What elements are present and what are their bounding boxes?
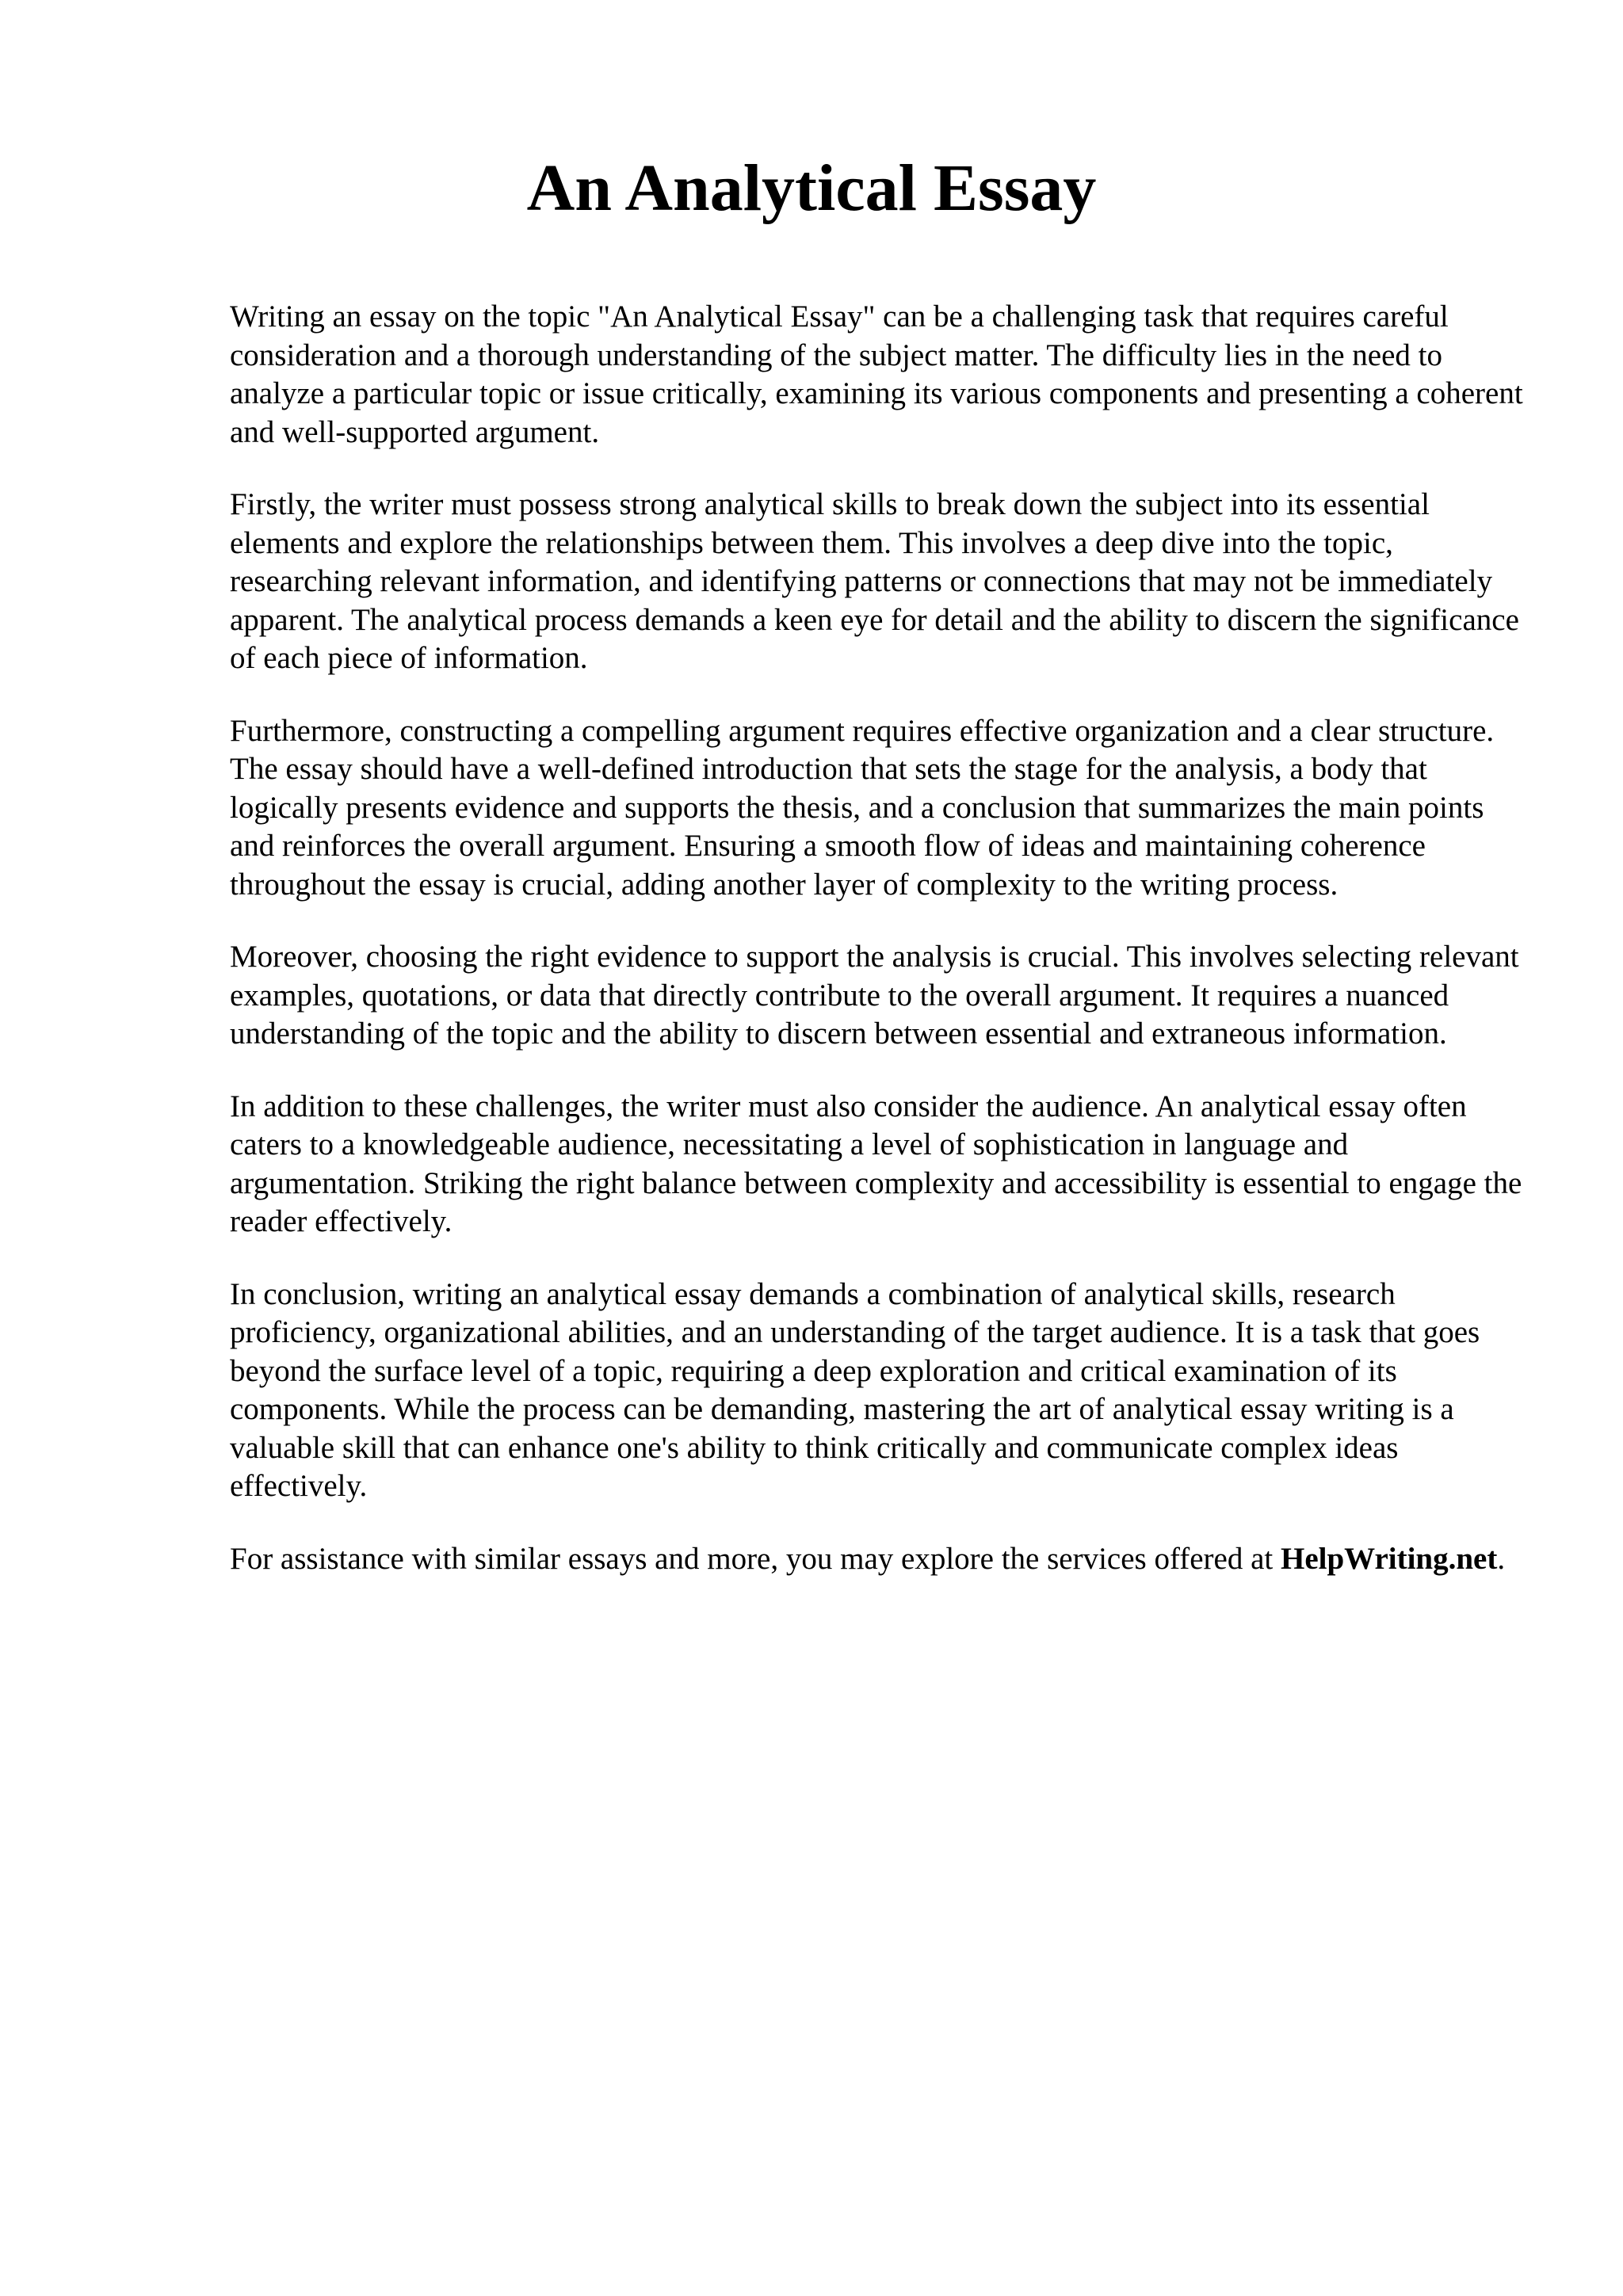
paragraph-5: In addition to these challenges, the writer must also consider the audience. An analytical essay often caters to a knowledgeable audience, necessitating a level of sophistication in language and argumentation. Striking the right balance between complexity and accessibility is essential to engage the reader effectively. xyxy=(230,1089,1522,1238)
paragraph-3: Furthermore, constructing a compelling argument requires effective organization and a clear structure. The essay should have a well-defined introduction that sets the stage for the analysis, a body that logically presents evidence and supports the thesis, and a conclusion that summarizes the main points and reinforces the overall argument. Ensuring a smooth flow of ideas and maintaining coherence throughout the essay is crucial, adding another layer of complexity to the writing process. xyxy=(230,713,1495,902)
paragraph-4: Moreover, choosing the right evidence to support the analysis is crucial. This involves selecting relevant examples, quotations, or data that directly contribute to the overall argument. It requires a nuanced understanding of the topic and the ability to discern between essential and extraneous information. xyxy=(230,940,1519,1051)
paragraph-2: Firstly, the writer must possess strong analytical skills to break down the subject into its essential elements and explore the relationships between them. This involves a deep dive into the topic, researching relevant information, and identifying patterns or connections that may not be immediately apparent. The analytical process demands a keen eye for detail and the ability to discern the significance of each piece of information. xyxy=(230,487,1519,675)
essay-body xyxy=(230,298,1529,1612)
paragraph-1: Writing an essay on the topic "An Analytical Essay" can be a challenging task that requires careful consideration and a thorough understanding of the subject matter. The difficulty lies in the need to analyze a particular topic or issue critically, examining its various components and presenting a coherent and well-supported argument. xyxy=(230,299,1523,449)
helpwriting-link[interactable]: HelpWriting.net xyxy=(1280,1541,1498,1576)
page-title: An Analytical Essay xyxy=(526,151,1097,225)
closing-period: . xyxy=(1497,1541,1506,1576)
closing-paragraph xyxy=(230,1540,1529,1579)
paragraph-6: In conclusion, writing an analytical essay demands a combination of analytical skills, research proficiency, organizational abilities, and an understanding of the target audience. It is a task that goes beyond the surface level of a topic, requiring a deep exploration and critical examination of its components. While the process can be demanding, mastering the art of analytical essay writing is a valuable skill that can enhance one's ability to think critically and communicate complex ideas effectively. xyxy=(230,1276,1480,1503)
closing-text: For assistance with similar essays and more, you may explore the services offered at xyxy=(230,1541,1281,1576)
